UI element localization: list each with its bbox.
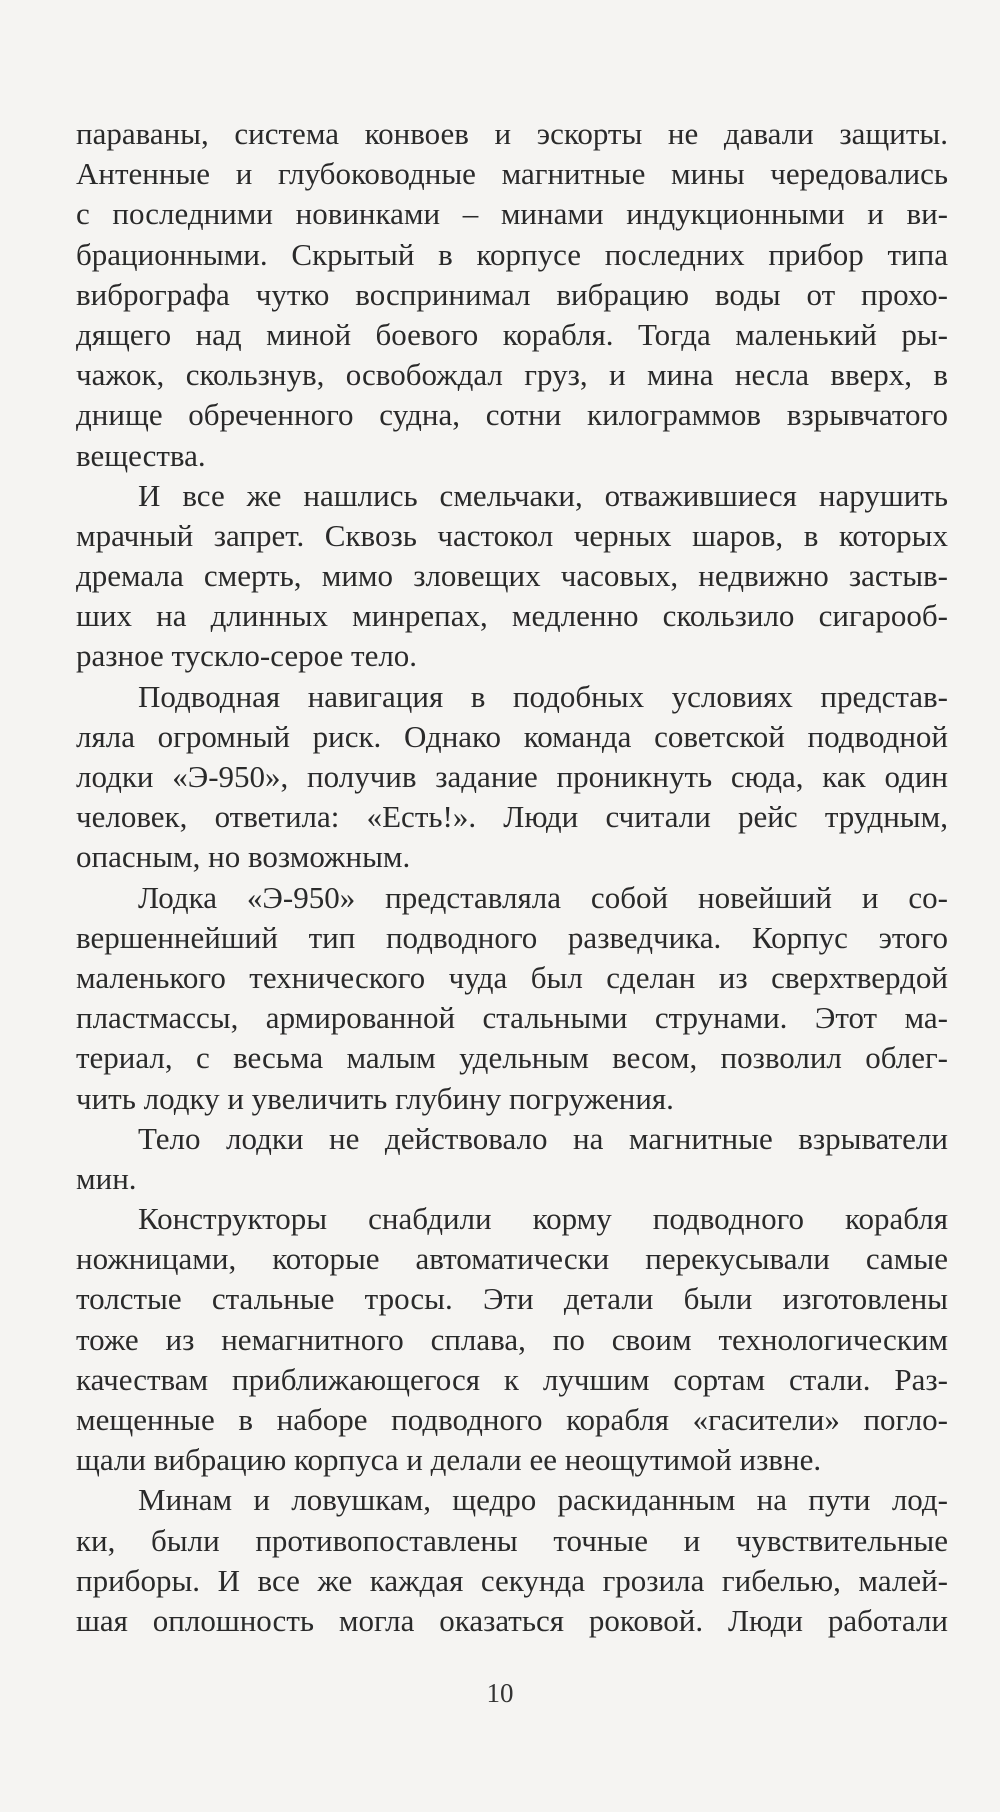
text-line: щали вибрацию корпуса и делали ее неощутимой извне. (76, 1442, 822, 1478)
text-line: опасным, но возможным. (76, 839, 411, 875)
text-line: Антенные и глубоководные магнитные мины чередовались (76, 156, 948, 192)
text-line: мин. (76, 1160, 137, 1196)
text-line: Тело лодки не действовало на магнитные взрыватели (138, 1120, 948, 1156)
text-line: чить лодку и увеличить глубину погружения. (76, 1080, 674, 1116)
text-line: И все же нашлись смельчаки, отважившиеся нарушить (138, 477, 948, 513)
text-line: мещенные в наборе подводного корабля «гасители» погло- (76, 1402, 948, 1437)
page-number: 10 (486, 1678, 514, 1708)
text-line: вершеннейший тип подводного разведчика. Корпус этого (76, 919, 948, 955)
text-line: тоже из немагнитного сплава, по своим технологическим (76, 1321, 948, 1357)
text-line: приборы. И все же каждая секунда грозила гибелью, малей- (76, 1562, 948, 1598)
text-line: толстые стальные тросы. Эти детали были изготовлены (76, 1281, 948, 1317)
paragraph (76, 114, 948, 476)
paragraph (76, 1480, 948, 1641)
text-line: качествам приближающегося к лучшим сортам стали. Раз- (76, 1361, 948, 1397)
text-line: брационными. Скрытый в корпусе последних прибор типа (76, 236, 948, 272)
text-line: ножницами, которые автоматически перекусывали самые (76, 1241, 948, 1277)
text-line: вещества. (76, 437, 206, 473)
text-line: Конструкторы снабдили корму подводного корабля (138, 1201, 948, 1237)
text-line: териал, с весьма малым удельным весом, позволил облег- (76, 1040, 948, 1076)
text-line: Минам и ловушкам, щедро раскиданным на пути лод- (138, 1482, 948, 1518)
text-line: дящего над миной боевого корабля. Тогда маленький ры- (76, 316, 948, 352)
paragraph (76, 1119, 948, 1199)
text-line: пластмассы, армированной стальными струнами. Этот ма- (76, 1000, 948, 1036)
text-line: лодки «Э-950», получив задание проникнуть сюда, как один (76, 759, 948, 794)
paragraph (76, 1199, 948, 1480)
text-line: мрачный запрет. Сквозь частокол черных шаров, в которых (76, 517, 948, 553)
text-line: ших на длинных минрепах, медленно скользило сигарооб- (76, 598, 948, 634)
text-line: параваны, система конвоев и эскорты не давали защиты. (76, 116, 948, 151)
book-page-text (76, 114, 948, 1641)
text-line: днище обреченного судна, сотни килограммов взрывчатого (76, 397, 948, 433)
paragraph (76, 878, 948, 1119)
paragraph (76, 476, 948, 677)
text-line: ляла огромный риск. Однако команда советской подводной (76, 718, 948, 754)
text-line: дремала смерть, мимо зловещих часовых, недвижно застыв- (76, 558, 948, 594)
text-line: человек, ответила: «Есть!». Люди считали рейс трудным, (76, 799, 948, 835)
text-line: шая оплошность могла оказаться роковой. Люди работали (76, 1602, 948, 1638)
text-line: ки, были противопоставлены точные и чувствительные (76, 1522, 948, 1558)
text-line: Подводная навигация в подобных условиях представ- (138, 678, 948, 714)
paragraph (76, 677, 948, 878)
text-line: маленького технического чуда был сделан из сверхтвердой (76, 959, 948, 995)
text-line: разное тускло-серое тело. (76, 638, 418, 674)
text-line: вибрографа чутко воспринимал вибрацию воды от прохо- (76, 276, 948, 312)
text-line: Лодка «Э-950» представляла собой новейший и со- (138, 879, 948, 915)
text-line: с последними новинками – минами индукционными и ви- (76, 196, 948, 232)
text-line: чажок, скользнув, освобождал груз, и мина несла вверх, в (76, 357, 948, 393)
